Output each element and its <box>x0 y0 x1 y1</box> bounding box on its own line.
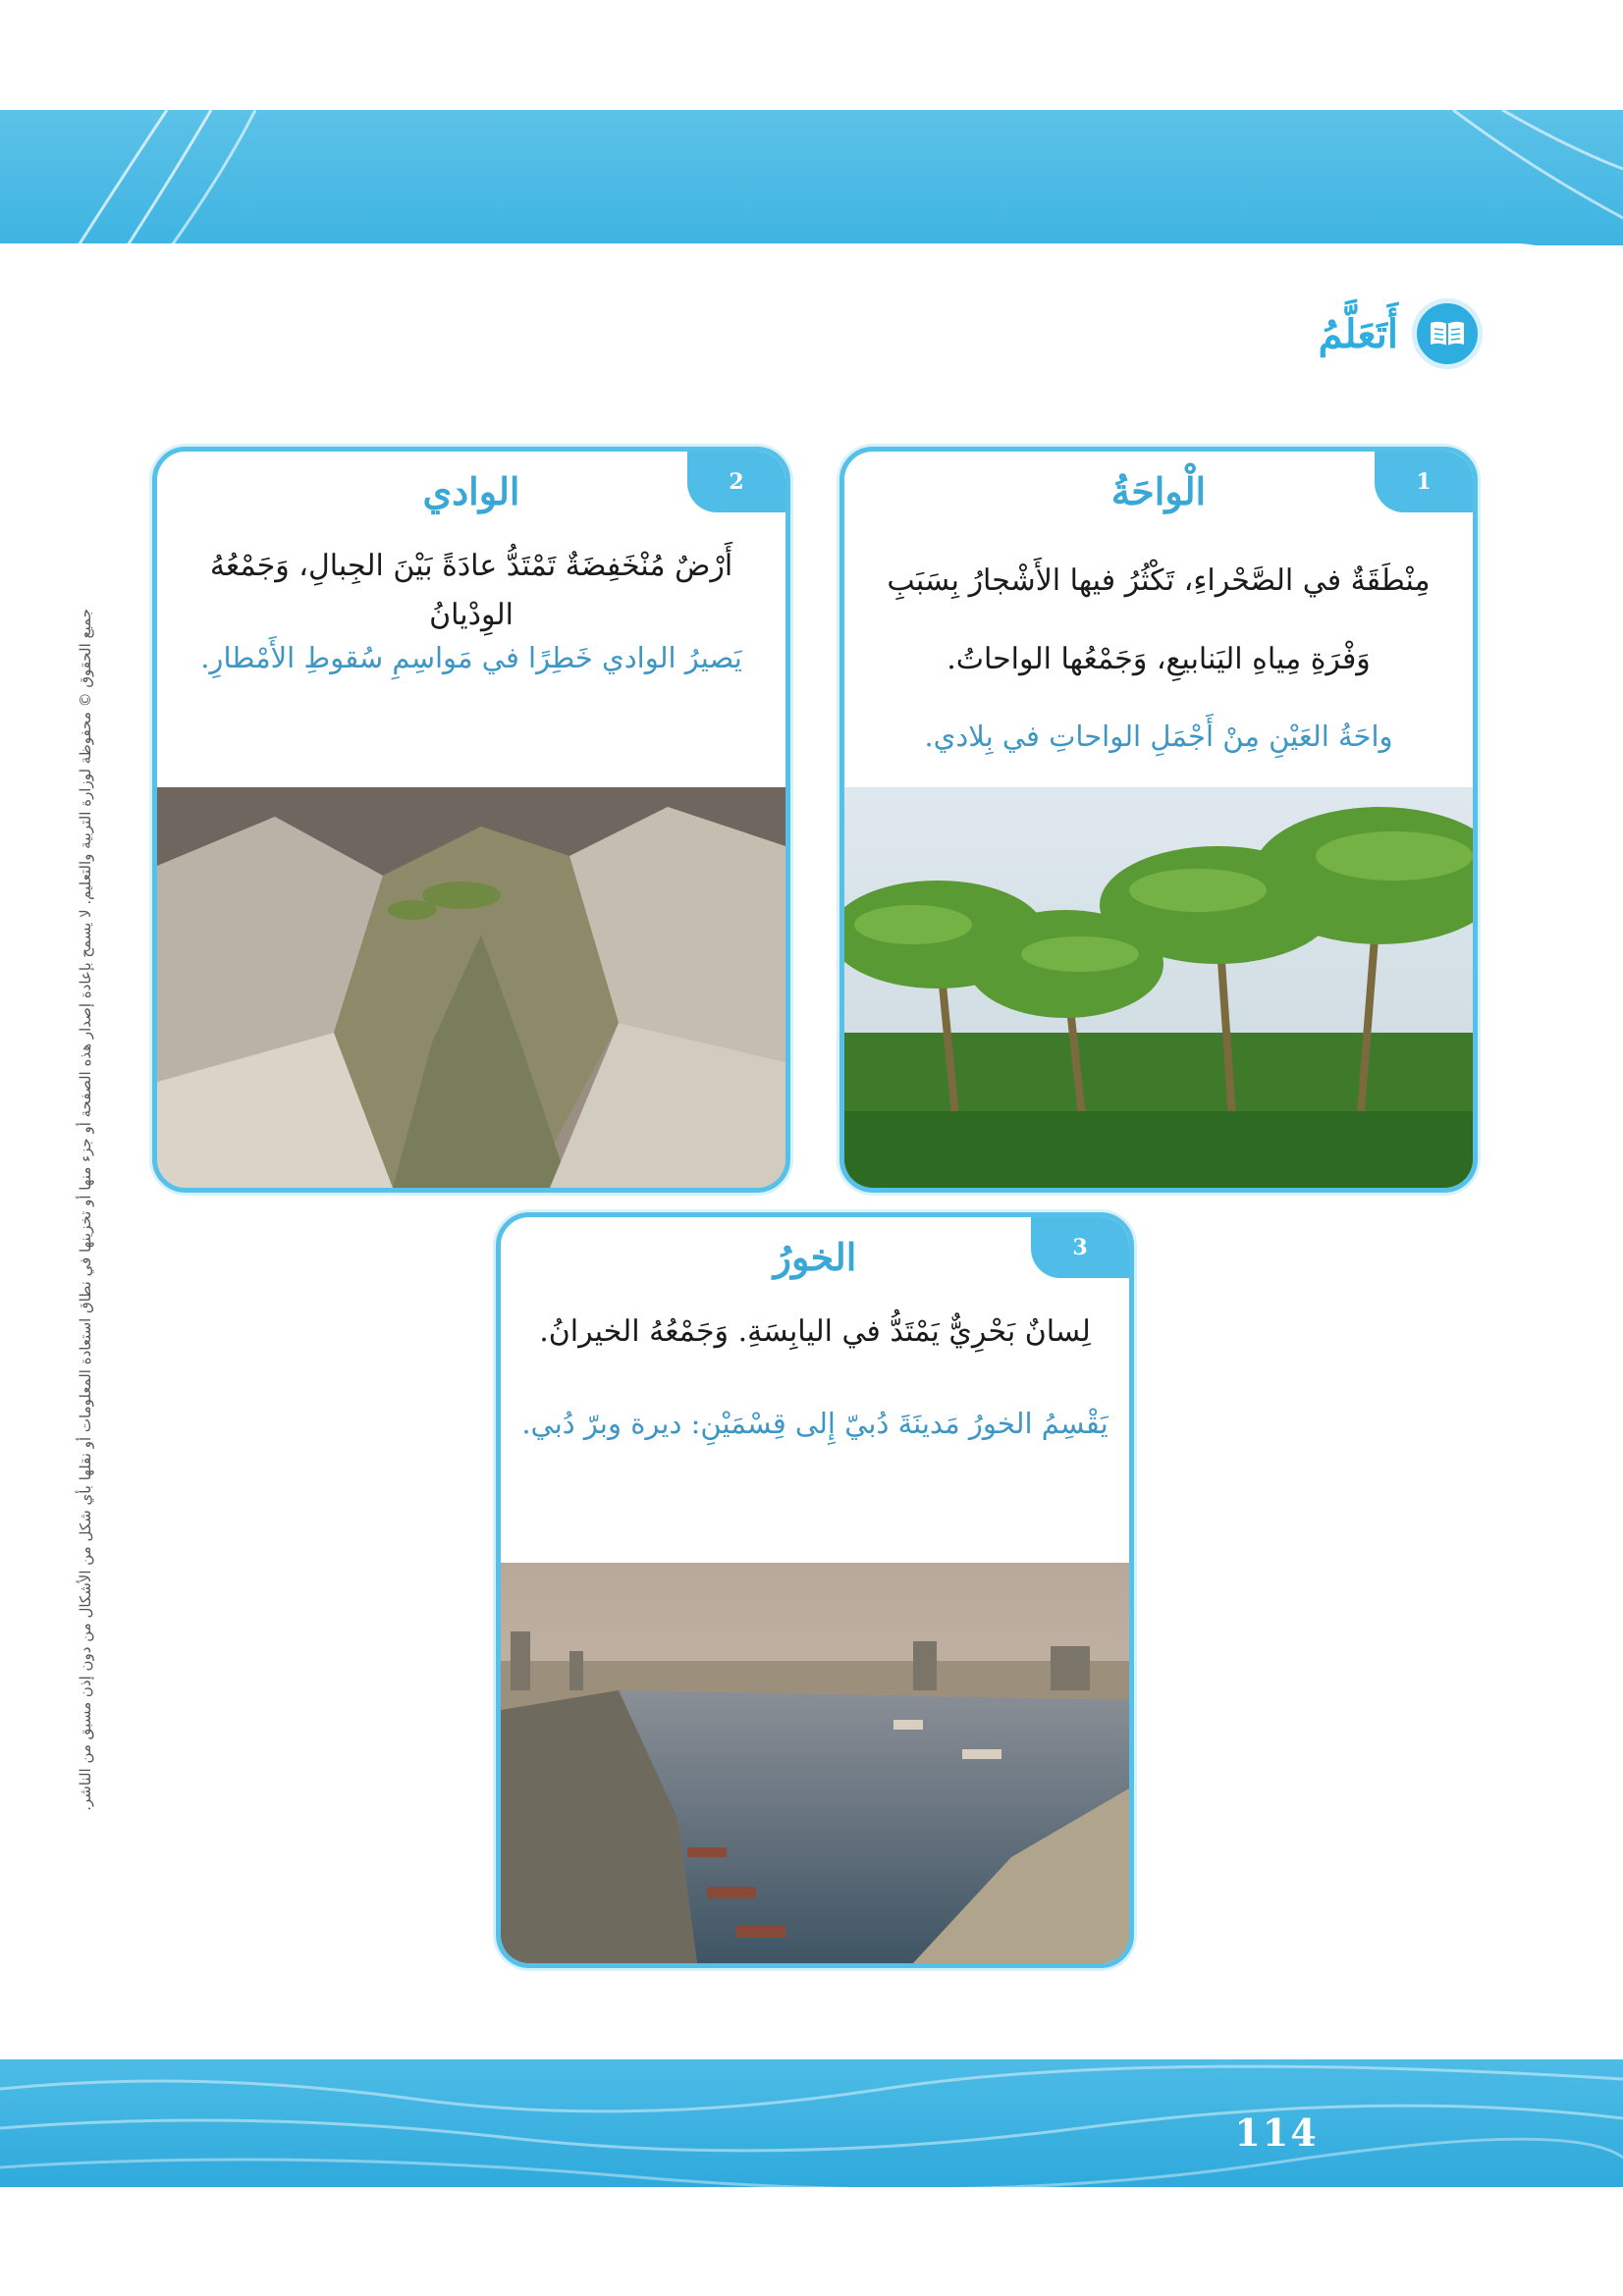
section-title: أَتَعَلَّمُ <box>1318 310 1398 357</box>
card-example: يَقْسِمُ الخورُ مَدينَةَ دُبيّ إِلى قِسْمَيْنِ: ديرة وبرّ دُبي. <box>521 1407 1109 1440</box>
bottom-banner <box>0 2059 1623 2187</box>
card-title: الْواحَةُ <box>1110 469 1207 513</box>
page-number: 114 <box>1234 2110 1319 2155</box>
card-number: 2 <box>687 452 785 512</box>
card-number: 1 <box>1375 452 1473 512</box>
palm-trees-oasis-photo <box>844 787 1473 1188</box>
section-header <box>1257 294 1483 373</box>
card-example: يَصيرُ الوادي خَطِرًا في مَواسِمِ سُقوطِ الأَمْطارِ. <box>200 641 742 674</box>
card-number: 3 <box>1031 1217 1129 1278</box>
open-book-icon <box>1412 298 1483 369</box>
card-definition: أَرْضٌ مُنْخَفِضَةٌ تَمْتَدُّ عادَةً بَيْنَ الجِبالِ، وَجَمْعُهُ الوِدْيانُ <box>209 549 733 632</box>
card-definition: مِنْطَقَةٌ في الصَّحْراءِ، تَكْثُرُ فيها الأَشْجارُ بِسَبَبِ وَفْرَةِ مِياهِ اليَنابيعِ، وَجَمْعُها الواحاتُ. <box>887 563 1431 676</box>
copyright-note: جميع الحقوق © محفوظة لوزارة التربية والتعليم. لا يسمح بإعادة إصدار هذه الصفحة أو جزء منها أو تخزينها في نطاق استعادة المعلومات أو نقلها بأي شكل من الأشكال من دون إذن مسبق من الناشر. <box>77 609 94 1811</box>
banner-wave-lines <box>0 110 1623 245</box>
top-banner <box>0 110 1623 245</box>
card-oasis <box>839 447 1478 1193</box>
bottom-wave-lines <box>0 2059 1623 2187</box>
card-title: الخورُ <box>773 1235 857 1279</box>
card-wadi <box>152 447 790 1193</box>
card-definition: لِسانٌ بَحْرِيٌّ يَمْتَدُّ في اليابِسَةِ. وَجَمْعُهُ الخيرانُ. <box>539 1314 1091 1349</box>
dubai-creek-aerial-photo <box>501 1563 1129 1963</box>
rocky-wadi-stream-photo <box>157 787 785 1188</box>
card-title: الوادي <box>422 469 520 513</box>
card-creek <box>496 1212 1134 1968</box>
card-example: واحَةُ العَيْنِ مِنْ أَجْمَلِ الواحاتِ في بِلادي. <box>924 720 1393 753</box>
